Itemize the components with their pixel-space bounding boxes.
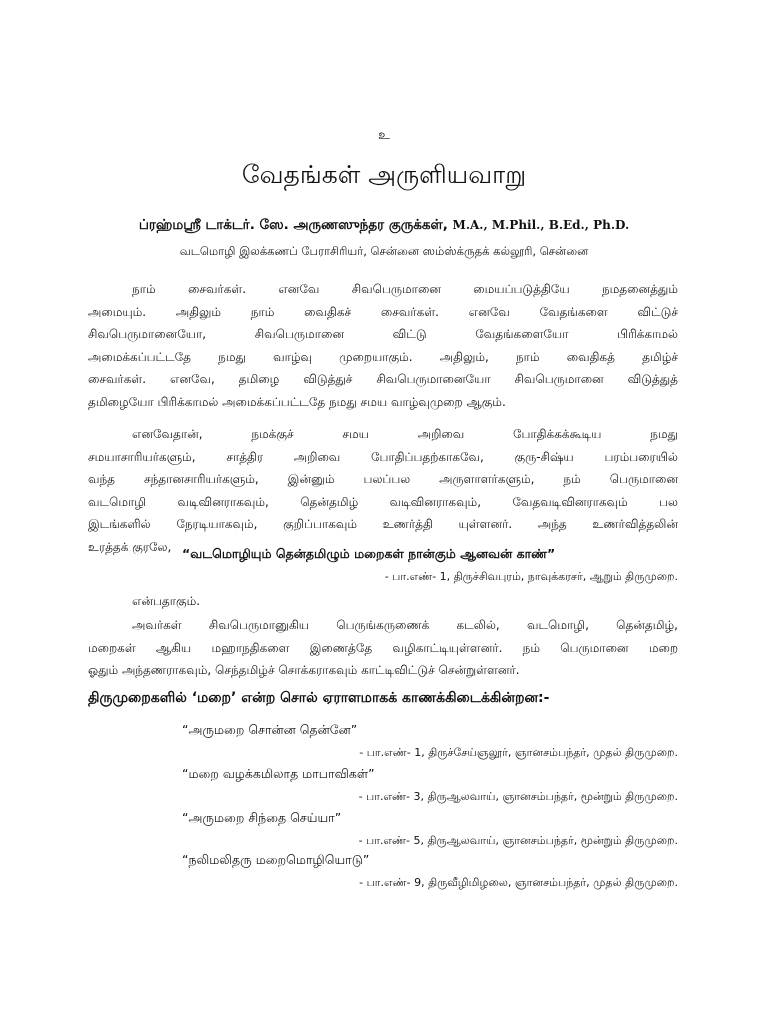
page-title: வேதங்கள் அருளியவாறு [241,160,527,189]
quote-3: “அருமறை சிந்தை செய்யா” [182,810,342,825]
paragraph-line: வடமொழி வடிவினராகவும், தென்தமிழ் வடிவினராகவும், வேதவடிவினராகவும் பல [88,494,678,509]
paragraph-line: சைவர்கள். எனவே, தமிழை விடுத்துச் சிவபெருமானையோ சிவபெருமானை விடுத்துத் [88,372,678,386]
author-line [60,217,708,235]
quote-main-citation: - பா.எண்- 1, திருச்சிவபுரம், நாவுக்கரசர், ஆறும் திருமுறை. [384,570,678,583]
paragraph-line: நாம் சைவர்கள். எனவே சிவபெருமானை மையப்படுத்தியே நமதனைத்தும் [132,282,678,296]
author-degrees: M.A., M.Phil., B.Ed., Ph.D. [452,218,630,232]
paragraph-1 [88,278,678,413]
quote-4-citation: - பா.எண்- 9, திருவீழிமிழலை, ஞானசம்பந்தர், முதல் திருமுறை. [359,876,678,889]
paragraph-line: வந்த சந்தானசாரியர்களும், இன்னும் பலப்பல அருளாளர்களும், நம் பெருமானை [88,472,678,486]
paragraph-line: சமயாசாரியர்களும், சாத்திர அறிவை போதிப்பதற்காகவே, குரு-சிஷ்ய பரம்பரையில் [88,449,678,464]
author-name: ப்ரஹ்மஸ்ரீ டாக்டர். ஸே. அருணஸுந்தர குருக்கள், [138,217,448,233]
paragraph-line: சிவபெருமானையோ, சிவபெருமானை விட்டு வேதங்களையோ பிரிக்காமல் [88,327,678,341]
paragraph-line: ஓதும் அந்தணராகவும், செந்தமிழ்ச் சொக்கராகவும் காட்டிவிட்டுச் சென்றுள்ளனர். [88,663,520,677]
paragraph-line: அமையும். அதிலும் நாம் வைதிகச் சைவர்கள். எனவே வேதங்களை விட்டுச் [88,304,678,319]
quote-main: “வடமொழியும் தென்தமிழும் மறைகள் நான்கும் ஆனவன் காண்” [182,546,556,561]
section-heading: திருமுறைகளில் ‘மறை’ என்ற சொல் ஏராளமாகக் காணக்கிடைக்கின்றன:- [88,690,550,706]
paragraph-line: இடங்களில் நேரடியாகவும், குறிப்பாகவும் உணர்த்தி யுள்ளனர். அந்த உணர்வித்தலின் [88,517,678,531]
paragraph-2 [88,423,678,558]
page-number: உ [378,128,390,143]
paragraph-line: அவர்கள் சிவபெருமானுகிய பெருங்கருணைக் கடலில், வடமொழி, தென்தமிழ், [132,618,678,632]
quote-2-citation: - பா.எண்- 3, திருஆலவாய், ஞானசம்பந்தர், மூன்றும் திருமுறை. [358,790,678,803]
paragraph-line: எனவேதான், நமக்குச் சமய அறிவை போதிக்கக்கூடிய நமது [132,427,678,441]
paragraph-line: மறைகள் ஆகிய மஹாநதிகளை இணைத்தே வழிகாட்டியுள்ளனர். நம் பெருமானை மறை [88,640,678,655]
enbathagum-text: என்பதாகும். [132,594,201,608]
paragraph-line: தமிழையோ பிரிக்காமல் அமைக்கப்பட்டதே நமது சமய வாழ்வுமுறை ஆகும். [88,394,506,409]
quote-4: “நலிமலிதரு மறைமொழியொடு” [182,852,370,867]
paragraph-line: அமைக்கப்பட்டதே நமது வாழ்வு முறையாகும். அதிலும், நாம் வைதிகத் தமிழ்ச் [88,349,678,364]
quote-1-citation: - பா.எண்- 1, திருச்சேய்ஞலூர், ஞானசம்பந்தர், முதல் திருமுறை. [359,746,678,759]
paragraph-3 [88,614,678,682]
paragraph-line: உரத்தக் குரலே, [88,539,172,554]
quote-1: “அருமறை சொன்ன தென்னே” [182,722,358,737]
quote-3-citation: - பா.எண்- 5, திருஆலவாய், ஞானசம்பந்தர், மூன்றும் திருமுறை. [358,834,678,847]
quote-2: “மறை வழக்கமிலாத மாபாவிகள்” [182,766,375,781]
author-affiliation: வடமொழி இலக்கணப் பேராசிரியர், சென்னை ஸம்ஸ்க்ருதக் கல்லூரி, சென்னை [179,244,589,258]
